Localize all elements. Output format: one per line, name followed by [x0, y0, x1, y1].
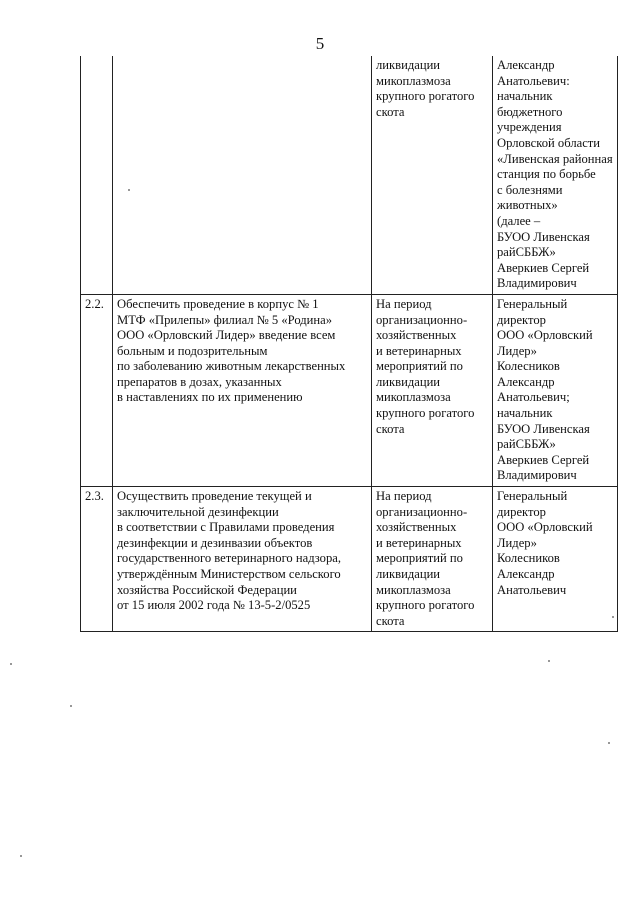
term-cell-line: крупного рогатого	[376, 406, 475, 421]
scan-speck	[70, 705, 72, 707]
responsible-cell-line: ООО «Орловский	[497, 328, 593, 343]
term-cell-line: мероприятий по	[376, 359, 463, 374]
responsible-cell-line: Орловской области	[497, 135, 601, 150]
responsible-cell-line: Анатольевич:	[497, 73, 570, 88]
page-number: 5	[315, 34, 325, 53]
responsible-cell-line: Александр	[497, 374, 555, 389]
term-cell-line: скота	[376, 421, 405, 436]
term-cell-line: ликвидации	[376, 567, 441, 581]
measure-cell-line: в наставлениях по их применению	[117, 390, 303, 405]
scan-speck	[612, 616, 614, 618]
term-cell-line: микоплазмоза	[376, 582, 451, 597]
measure-cell-line: Осуществить проведение текущей и	[117, 489, 312, 504]
term-cell-line: ликвидации	[376, 374, 441, 389]
responsible-cell-line: директор	[497, 504, 546, 519]
term-cell-line: мероприятий по	[376, 551, 463, 566]
measure-cell-line: от 15 июля 2002 года № 13-5-2/0525	[117, 598, 311, 613]
row-number-text: 2.3.	[85, 489, 104, 504]
measure-cell-line: МТФ «Прилепы» филиал № 5 «Родина»	[117, 312, 333, 327]
responsible-cell	[493, 294, 618, 486]
responsible-cell-line: начальник	[497, 406, 553, 421]
term-cell-line: организационно-	[376, 312, 468, 327]
term-cell-line: и ветеринарных	[376, 535, 462, 550]
term-cell-line: хозяйственных	[376, 328, 457, 343]
measure-cell-line: дезинфекции и дезинвазии объектов	[117, 535, 313, 550]
measure-cell-line: препаратов в дозах, указанных	[117, 374, 282, 389]
responsible-cell-line: ООО «Орловский	[497, 520, 593, 535]
responsible-cell-line: (далее –	[497, 213, 541, 228]
measure-cell-line: Обеспечить проведение в корпус № 1	[117, 296, 319, 311]
responsible-cell-line: Генеральный	[497, 489, 568, 504]
term-cell-line: микоплазмоза	[376, 390, 451, 405]
responsible-cell-line: Аверкиев Сергей	[497, 452, 590, 467]
row-number-text: 2.2.	[85, 296, 104, 311]
scan-speck	[10, 663, 12, 665]
responsible-cell-line: животных»	[497, 198, 558, 213]
responsible-cell-line: Генеральный	[497, 296, 568, 311]
table-row	[81, 487, 618, 632]
responsible-cell-line: Аверкиев Сергей	[497, 260, 590, 275]
term-cell-line: и ветеринарных	[376, 343, 462, 358]
responsible-cell-line: начальник	[497, 89, 553, 104]
scan-speck	[548, 660, 550, 662]
responsible-cell-line: с болезнями	[497, 182, 563, 197]
row-number	[81, 487, 113, 632]
responsible-cell	[493, 487, 618, 632]
measures-table	[80, 56, 618, 632]
responsible-cell-line: Анатольевич	[497, 582, 567, 597]
measure-cell-line: заключительной дезинфекции	[117, 504, 279, 519]
responsible-cell-line: станция по борьбе	[497, 167, 596, 182]
term-cell-line: крупного рогатого	[376, 598, 475, 613]
responsible-cell-line: Владимирович	[497, 468, 577, 483]
responsible-cell-line: директор	[497, 312, 546, 327]
responsible-cell-line: учреждения	[497, 120, 562, 135]
scan-speck	[608, 742, 610, 744]
term-cell	[372, 487, 493, 632]
measure-cell-line: по заболеванию животным лекарственных	[117, 359, 346, 374]
responsible-cell-line: райСББЖ»	[497, 245, 556, 260]
responsible-cell-line: БУОО Ливенская	[497, 421, 590, 436]
responsible-cell-line: Колесников	[497, 359, 560, 374]
table-row	[81, 294, 618, 486]
term-cell-line: скота	[376, 613, 405, 628]
scan-speck	[128, 189, 130, 191]
responsible-cell-line: райСББЖ»	[497, 437, 556, 452]
measure-cell	[113, 294, 372, 486]
term-cell-line: микоплазмоза	[376, 73, 451, 88]
measure-cell-line: хозяйства Российской Федерации	[117, 582, 297, 597]
row-number	[81, 56, 113, 294]
responsible-cell-line: Александр	[497, 567, 555, 581]
term-cell	[372, 294, 493, 486]
measure-cell-line: государственного ветеринарного надзора,	[117, 551, 341, 566]
measure-cell-line: в соответствии с Правилами проведения	[117, 520, 335, 535]
term-cell-line: ликвидации	[376, 58, 441, 72]
measure-cell-line: больным и подозрительным	[117, 343, 268, 358]
measure-cell	[113, 487, 372, 632]
term-cell-line: организационно-	[376, 504, 468, 519]
responsible-cell-line: Александр	[497, 58, 555, 72]
responsible-cell-line: бюджетного	[497, 104, 563, 119]
responsible-cell	[493, 56, 618, 294]
term-cell-line: скота	[376, 104, 405, 119]
responsible-cell-line: БУОО Ливенская	[497, 229, 590, 244]
measure-cell	[113, 56, 372, 294]
table-row	[81, 56, 618, 294]
scan-speck	[20, 855, 22, 857]
term-cell-line: На период	[376, 296, 432, 311]
term-cell-line: На период	[376, 489, 432, 504]
responsible-cell-line: Лидер»	[497, 535, 537, 550]
term-cell-line: крупного рогатого	[376, 89, 475, 104]
term-cell-line: хозяйственных	[376, 520, 457, 535]
responsible-cell-line: Владимирович	[497, 276, 577, 291]
measure-cell-line: ООО «Орловский Лидер» введение всем	[117, 328, 336, 343]
measure-cell-line: утверждённым Министерством сельского	[117, 567, 341, 581]
responsible-cell-line: Колесников	[497, 551, 560, 566]
term-cell	[372, 56, 493, 294]
responsible-cell-line: Лидер»	[497, 343, 537, 358]
responsible-cell-line: «Ливенская районная	[497, 151, 613, 166]
row-number	[81, 294, 113, 486]
responsible-cell-line: Анатольевич;	[497, 390, 570, 405]
